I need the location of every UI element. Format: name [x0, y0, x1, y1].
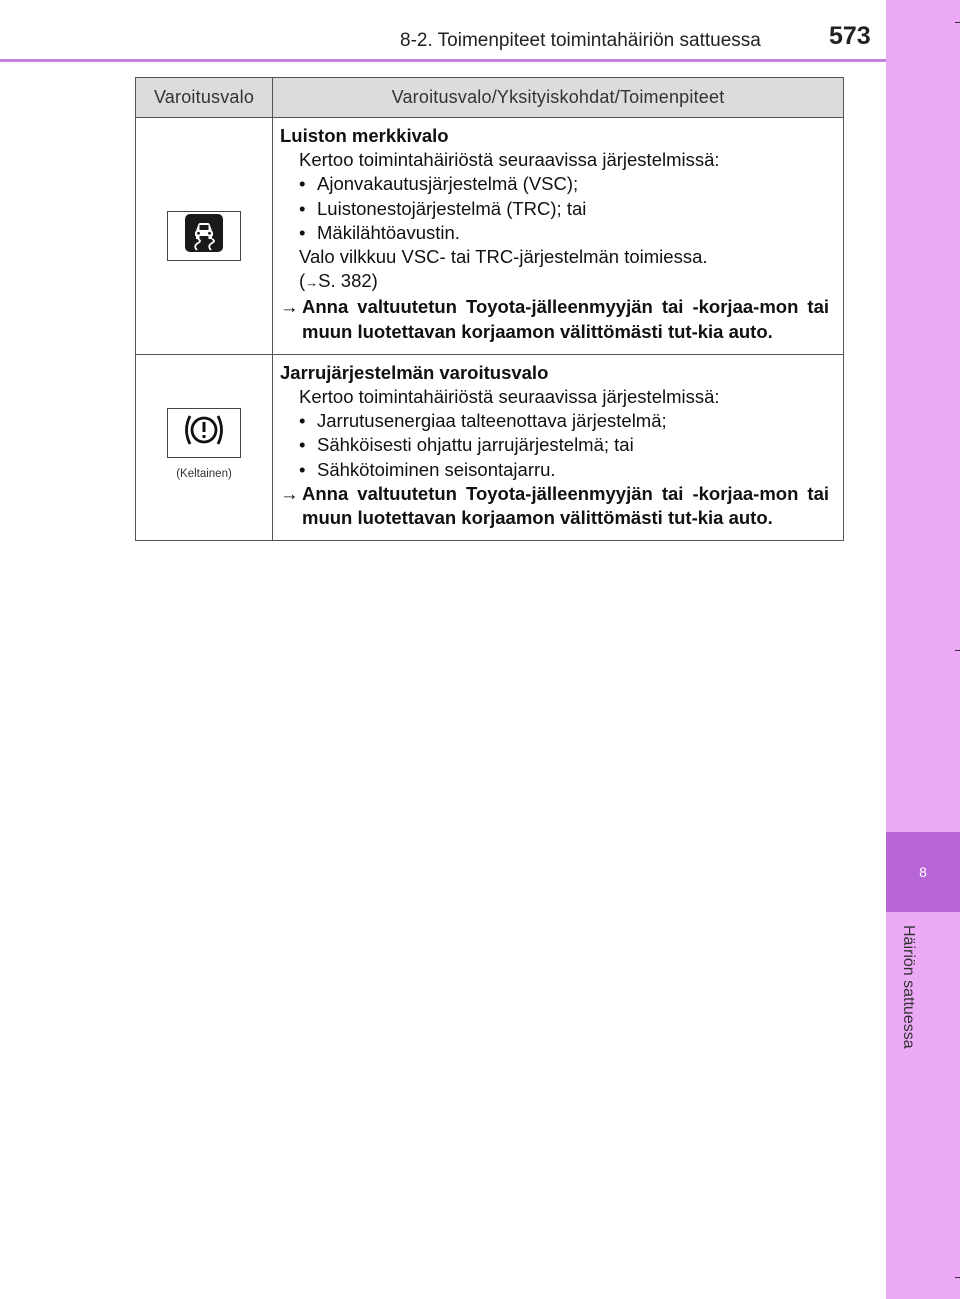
icon-frame: [167, 408, 241, 458]
light-color-caption: (Keltainen): [176, 468, 232, 481]
detail-cell: [273, 118, 844, 355]
icon-frame: [167, 211, 241, 261]
table-header-row: [136, 78, 844, 118]
warning-light-table: [135, 77, 844, 541]
list-item: • Jarrutusenergiaa talteenottava järjestelmä;: [299, 410, 667, 432]
side-tab-strip: [886, 0, 960, 1299]
arrow-icon: →: [280, 482, 299, 504]
column-header-details: Varoitusvalo/Yksityiskohdat/Toimenpiteet: [273, 78, 844, 118]
detail-cell: [273, 354, 844, 540]
brake-warning-icon: [180, 411, 228, 455]
chapter-title: Häiriön sattuessa: [900, 925, 917, 1049]
table-row: [136, 118, 844, 355]
slip-indicator-icon: [184, 213, 224, 259]
page-number: 573: [829, 22, 871, 50]
section-title: 8-2. Toimenpiteet toimintahäiriön sattuessa: [400, 30, 761, 51]
arrow-icon: →: [280, 296, 299, 318]
chapter-number-tab[interactable]: [886, 832, 960, 912]
light-note: Valo vilkkuu VSC- tai TRC-järjestelmän toimiessa.: [299, 246, 708, 268]
light-title: Luiston merkkivalo: [280, 125, 449, 146]
action-instruction: → Anna valtuutetun Toyota-jälleenmyyjän tai -korjaa-mon tai muun luotettavan korjaamon välittömästi tut-kia auto.: [280, 295, 829, 343]
table-row: [136, 354, 844, 540]
list-item: • Mäkilähtöavustin.: [299, 221, 460, 243]
list-item: • Ajonvakautusjärjestelmä (VSC);: [299, 173, 579, 195]
action-instruction: → Anna valtuutetun Toyota-jälleenmyyjän tai -korjaa-mon tai muun luotettavan korjaamon välittömästi tut-kia auto.: [280, 482, 829, 530]
light-cell: [136, 354, 273, 540]
chapter-number: 8: [919, 864, 927, 880]
list-item: • Sähköisesti ohjattu jarrujärjestelmä; tai: [299, 434, 634, 456]
crop-mark: [955, 1277, 960, 1278]
light-intro: Kertoo toimintahäiriöstä seuraavissa järjestelmissä:: [299, 149, 720, 171]
light-cell: [136, 118, 273, 355]
list-item: • Sähkötoiminen seisontajarru.: [299, 458, 556, 480]
header-rule: [0, 59, 886, 62]
light-intro: Kertoo toimintahäiriöstä seuraavissa järjestelmissä:: [299, 386, 720, 408]
arrow-icon: →: [305, 275, 319, 291]
light-title: Jarrujärjestelmän varoitusvalo: [280, 361, 549, 383]
page-reference[interactable]: (→S. 382): [299, 270, 378, 292]
crop-mark: [955, 650, 960, 651]
crop-mark: [955, 22, 960, 23]
list-item: • Luistonestojärjestelmä (TRC); tai: [299, 197, 587, 219]
column-header-light: Varoitusvalo: [136, 78, 273, 118]
